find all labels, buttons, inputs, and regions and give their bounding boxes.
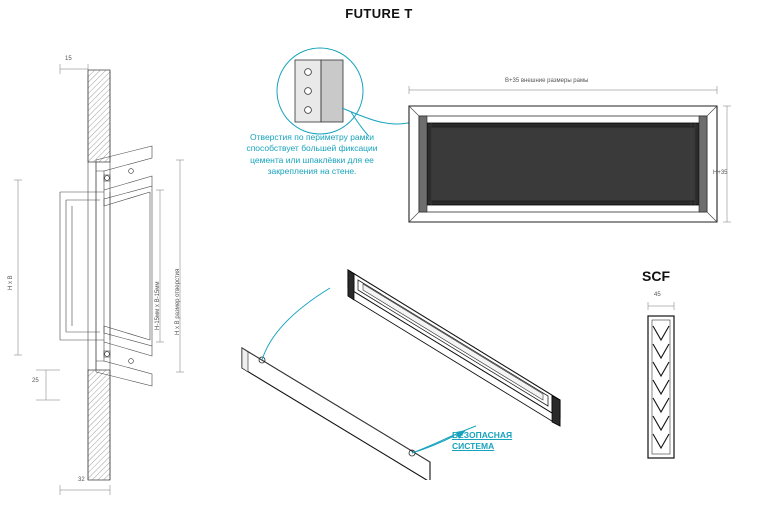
dim-bottom-32: 32 [78,477,85,483]
dim-scf-width: 45 [654,292,661,298]
page-title: FUTURE T [345,6,413,21]
dim-front-width: B+35 внешние размеры рамы [505,78,589,84]
dim-top-15: 15 [65,56,72,62]
dim-25: 25 [32,378,39,384]
safety-label-line1: БЕЗОПАСНАЯ [452,430,513,440]
scf-view [630,292,740,482]
safety-label-line2: СИСТЕМА [452,441,495,452]
scf-title: SCF [642,268,670,284]
front-view [395,78,735,248]
dim-outer-vertical: H x B размер отверстия [175,268,181,335]
dim-inner-vertical: H-15мм x B-15мм [155,281,161,330]
perimeter-note: Отверстия по периметру рамки способствует большей фиксации цемента или шпаклёвки для ее закрепления на стене. [246,132,378,177]
dim-front-height: H+35 [713,170,728,176]
section-view [0,40,230,514]
dim-left-vertical: H x B [8,275,14,290]
safety-label [452,430,562,452]
